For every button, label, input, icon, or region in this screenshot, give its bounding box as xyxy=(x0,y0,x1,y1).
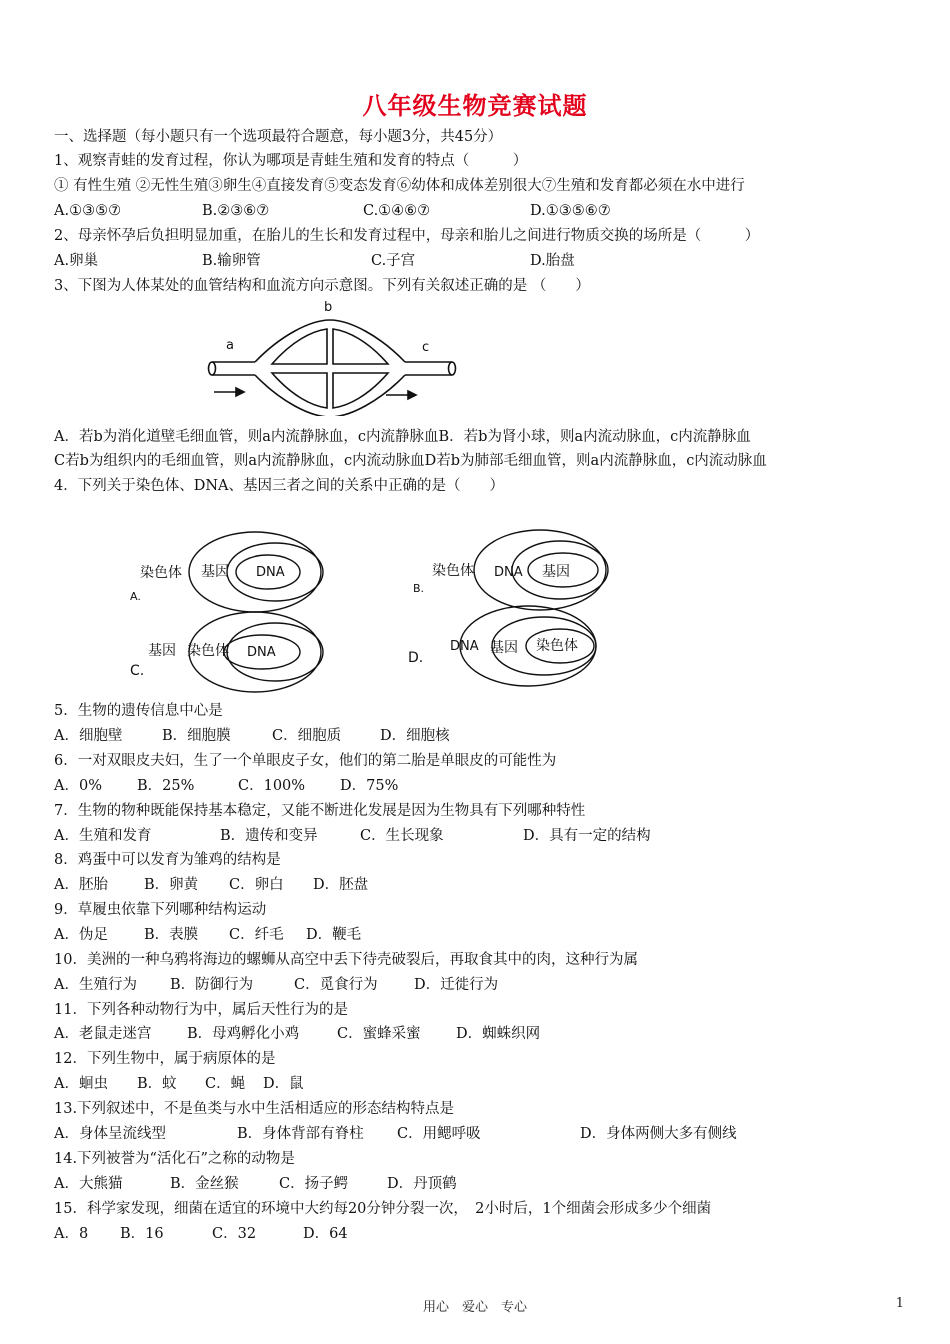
q15-option-c: C．32 xyxy=(212,1226,257,1242)
q11-option-b: B．母鸡孵化小鸡 xyxy=(187,1026,300,1042)
b-inner-label: 基因 xyxy=(542,564,570,580)
q3-options-ab: A．若b为消化道壁毛细血管，则a内流静脉血，c内流静脉血B．若b为肾小球，则a内流动脉血，c内流静脉血 xyxy=(54,429,751,445)
q12-option-c: C．蝇 xyxy=(205,1076,246,1092)
q7-option-c: C．生长现象 xyxy=(360,828,444,844)
b-letter: B. xyxy=(413,582,425,595)
q2-option-c: C.子宫 xyxy=(371,253,416,269)
question-1-statements: ① 有性生殖 ②无性生殖③卵生④直接发育⑤变态发育⑥幼体和成体差别很大⑦生殖和发育都必须在水中进行 xyxy=(54,178,745,194)
q14-option-c: C．扬子鳄 xyxy=(279,1176,349,1192)
label-b: b xyxy=(324,300,333,315)
q14-option-a: A．大熊猫 xyxy=(54,1176,123,1192)
a-outer-label: 染色体 xyxy=(140,565,182,581)
venn-diagram-a xyxy=(125,528,325,616)
c-mid-label: 染色体 xyxy=(187,643,229,659)
q6-option-b: B．25% xyxy=(137,778,195,794)
q2-option-d: D.胎盘 xyxy=(530,253,575,269)
q13-option-c: C．用鳃呼吸 xyxy=(397,1126,481,1142)
question-14-stem: 14.下列被誉为“活化石”之称的动物是 xyxy=(54,1151,295,1167)
q13-option-b: B．身体背部有脊柱 xyxy=(237,1126,364,1142)
q12-option-a: A．蛔虫 xyxy=(54,1076,108,1092)
b-mid-label: DNA xyxy=(494,565,523,580)
q6-option-c: C．100% xyxy=(238,778,306,794)
q11-option-d: D．蜘蛛织网 xyxy=(456,1026,541,1042)
page-title: 八年级生物竞赛试题 xyxy=(362,91,588,120)
a-mid-label: 基因 xyxy=(201,564,229,580)
page-footer: 用心 爱心 专心 xyxy=(422,1300,527,1315)
question-2-stem: 2、母亲怀孕后负担明显加重，在胎儿的生长和发育过程中，母亲和胎儿之间进行物质交换的场所是（ ） xyxy=(54,228,760,244)
question-12-stem: 12．下列生物中，属于病原体的是 xyxy=(54,1051,276,1067)
question-11-stem: 11．下列各种动物行为中，属后天性行为的是 xyxy=(54,1002,348,1018)
question-3-stem: 3、下图为人体某处的血管结构和血流方向示意图。下列有关叙述正确的是 （ ） xyxy=(54,278,590,294)
q8-option-a: A．胚胎 xyxy=(54,877,108,893)
q5-option-a: A．细胞壁 xyxy=(54,728,123,744)
question-8-stem: 8．鸡蛋中可以发育为雏鸡的结构是 xyxy=(54,852,281,868)
venn-diagram-d xyxy=(404,602,614,690)
q9-option-c: C．纤毛 xyxy=(229,927,284,943)
q8-option-b: B．卵黄 xyxy=(144,877,199,893)
q2-option-a: A.卵巢 xyxy=(54,253,99,269)
q1-option-b: B.②③⑥⑦ xyxy=(202,203,270,219)
page-number: 1 xyxy=(895,1296,904,1311)
q7-option-d: D．具有一定的结构 xyxy=(523,828,651,844)
blood-vessel-diagram xyxy=(200,296,480,416)
a-letter: A. xyxy=(130,590,141,603)
q9-option-d: D．鞭毛 xyxy=(306,927,362,943)
q1-option-a: A.①③⑤⑦ xyxy=(54,203,122,219)
c-inner-label: DNA xyxy=(247,645,276,660)
q11-option-a: A．老鼠走迷宫 xyxy=(54,1026,152,1042)
q13-option-d: D．身体两侧大多有侧线 xyxy=(580,1126,737,1142)
q7-option-b: B．遗传和变异 xyxy=(220,828,318,844)
q8-option-c: C．卵白 xyxy=(229,877,284,893)
q15-option-d: D．64 xyxy=(303,1226,348,1242)
section-heading: 一、选择题（每小题只有一个选项最符合题意，每小题3分，共45分） xyxy=(54,129,503,145)
question-13-stem: 13.下列叙述中，不是鱼类与水中生活相适应的形态结构特点是 xyxy=(54,1101,455,1117)
question-5-stem: 5．生物的遗传信息中心是 xyxy=(54,703,223,719)
d-letter: D. xyxy=(408,650,424,666)
q3-options-cd: C若b为组织内的毛细血管，则a内流静脉血，c内流动脉血D若b为肺部毛细血管，则a内流静脉血，c内流动脉血 xyxy=(54,453,767,469)
q1-option-c: C.①④⑥⑦ xyxy=(363,203,431,219)
q10-option-a: A．生殖行为 xyxy=(54,977,137,993)
q10-option-d: D．迁徙行为 xyxy=(414,977,499,993)
venn-diagram-c xyxy=(125,608,325,696)
question-6-stem: 6．一对双眼皮夫妇，生了一个单眼皮子女，他们的第二胎是单眼皮的可能性为 xyxy=(54,753,557,769)
q5-option-c: C．细胞质 xyxy=(272,728,342,744)
q7-option-a: A．生殖和发育 xyxy=(54,828,152,844)
question-7-stem: 7．生物的物种既能保持基本稳定，又能不断进化发展是因为生物具有下列哪种特性 xyxy=(54,803,586,819)
q14-option-b: B．金丝猴 xyxy=(170,1176,239,1192)
d-outer-label: DNA xyxy=(450,639,479,654)
question-1-stem: 1、观察青蛙的发育过程，你认为哪项是青蛙生殖和发育的特点（ ） xyxy=(54,153,528,169)
q5-option-b: B．细胞膜 xyxy=(162,728,231,744)
q14-option-d: D．丹顶鹤 xyxy=(387,1176,457,1192)
b-outer-label: 染色体 xyxy=(432,563,474,579)
q8-option-d: D．胚盘 xyxy=(313,877,369,893)
q6-option-d: D．75% xyxy=(340,778,399,794)
q11-option-c: C．蜜蜂采蜜 xyxy=(337,1026,421,1042)
q1-option-d: D.①③⑤⑥⑦ xyxy=(530,203,611,219)
d-mid-label: 基因 xyxy=(490,640,518,656)
q15-option-b: B．16 xyxy=(120,1226,164,1242)
a-inner-label: DNA xyxy=(256,565,285,580)
question-9-stem: 9．草履虫依靠下列哪种结构运动 xyxy=(54,902,267,918)
q12-option-b: B．蚊 xyxy=(137,1076,177,1092)
q10-option-c: C．觅食行为 xyxy=(294,977,378,993)
question-10-stem: 10．美洲的一种乌鸦将海边的螺蛳从高空中丢下待壳破裂后，再取食其中的肉，这种行为属 xyxy=(54,952,638,968)
q13-option-a: A．身体呈流线型 xyxy=(54,1126,166,1142)
c-letter: C. xyxy=(130,663,145,679)
label-c: c xyxy=(422,340,430,355)
q5-option-d: D．细胞核 xyxy=(380,728,450,744)
c-outer-label: 基因 xyxy=(148,643,176,659)
question-15-stem: 15．科学家发现，细菌在适宜的环境中大约每20分钟分裂一次， 2小时后，1个细菌会形成多少个细菌 xyxy=(54,1201,712,1217)
venn-diagram-b xyxy=(410,526,610,614)
question-4-stem: 4．下列关于染色体、DNA、基因三者之间的关系中正确的是（ ） xyxy=(54,478,505,494)
label-a: a xyxy=(226,338,234,353)
q12-option-d: D．鼠 xyxy=(263,1076,304,1092)
q6-option-a: A．0% xyxy=(54,778,102,794)
q15-option-a: A．8 xyxy=(54,1226,89,1242)
d-inner-label: 染色体 xyxy=(536,638,578,654)
q9-option-a: A．伪足 xyxy=(54,927,108,943)
q2-option-b: B.输卵管 xyxy=(202,253,261,269)
q9-option-b: B．表膜 xyxy=(144,927,199,943)
q10-option-b: B．防御行为 xyxy=(170,977,254,993)
